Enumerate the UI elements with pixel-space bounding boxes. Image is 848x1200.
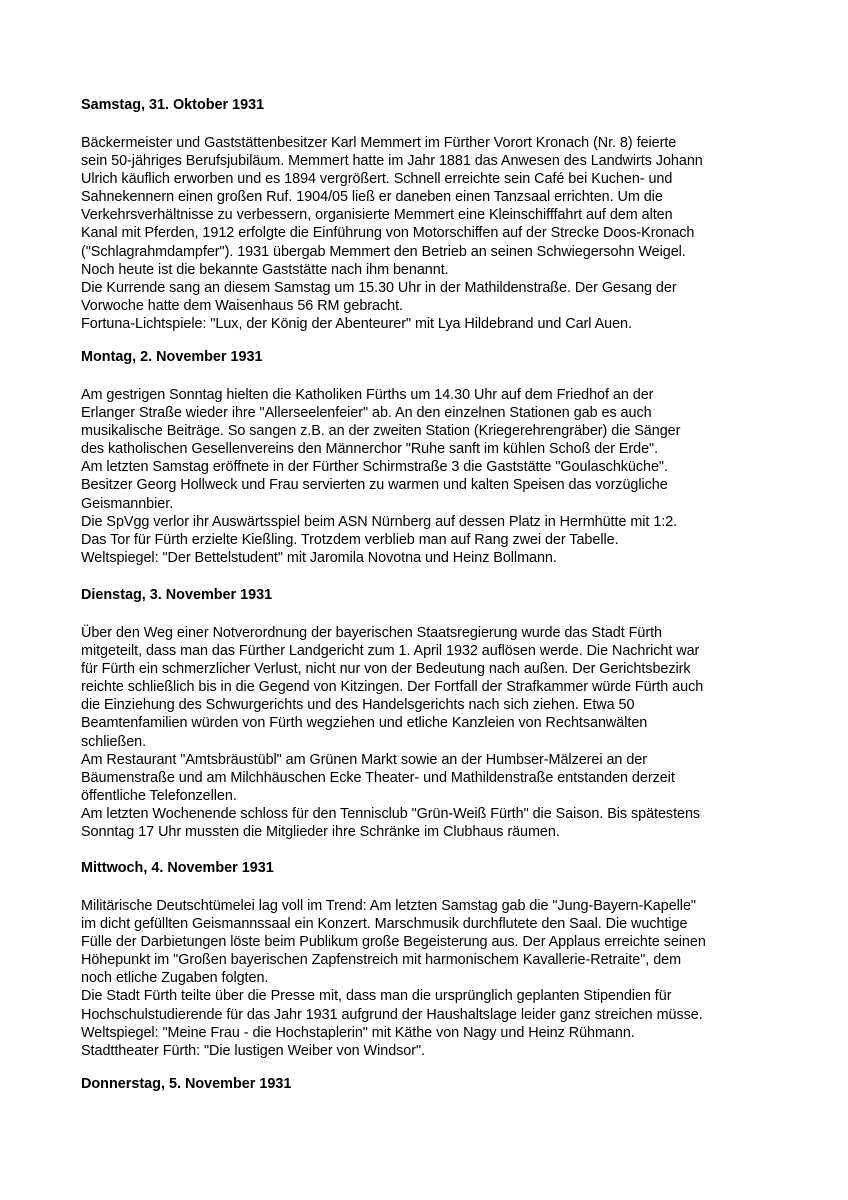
text-line: die Einziehung des Schwurgerichts und des Handelsgerichts nach sich ziehen. Etwa 50 xyxy=(81,697,635,714)
text-line: Höhepunkt im "Großen bayerischen Zapfenstreich mit harmonischem Kavallerie-Retraite", dem xyxy=(81,952,682,969)
text-line: Die Stadt Fürth teilte über die Presse mit, dass man die ursprünglich geplanten Stipendien für xyxy=(81,988,672,1005)
text-line: noch etliche Zugaben folgten. xyxy=(81,970,269,987)
text-line: Noch heute ist die bekannte Gaststätte nach ihm benannt. xyxy=(81,261,449,278)
text-line: Fülle der Darbietungen löste beim Publikum große Begeisterung aus. Der Applaus erreichte seinen xyxy=(81,934,706,951)
entry-body xyxy=(81,624,781,841)
text-line: Die Kurrende sang an diesem Samstag um 15.30 Uhr in der Mathildenstraße. Der Gesang der xyxy=(81,279,677,296)
text-line: Besitzer Georg Hollweck und Frau servierten zu warmen und kalten Speisen das vorzügliche xyxy=(81,477,668,494)
text-line: Kanal mit Pferden, 1912 erfolgte die Einführung von Motorschiffen auf der Strecke Doos-Kronach xyxy=(81,225,695,242)
text-line: Fortuna-Lichtspiele: "Lux, der König der Abenteurer" mit Lya Hildebrand und Carl Auen. xyxy=(81,315,632,332)
text-line: Geismannbier. xyxy=(81,495,174,512)
entry-heading: Mittwoch, 4. November 1931 xyxy=(81,860,274,876)
text-line: Stadttheater Fürth: "Die lustigen Weiber von Windsor". xyxy=(81,1042,425,1059)
text-line: Sonntag 17 Uhr mussten die Mitglieder ihre Schränke im Clubhaus räumen. xyxy=(81,824,560,841)
text-line: Verkehrsverhältnisse zu verbessern, organisierte Memmert eine Kleinschifffahrt auf dem alten xyxy=(81,207,673,224)
entry-body xyxy=(81,897,781,1060)
text-line: schließen. xyxy=(81,733,147,750)
text-line: Sahnekennern einen großen Ruf. 1904/05 ließ er daneben einen Tanzsaal errichten. Um die xyxy=(81,189,663,206)
text-line: Am gestrigen Sonntag hielten die Katholiken Fürths um 14.30 Uhr auf dem Friedhof an der xyxy=(81,387,654,403)
text-line: Ulrich käuflich erworben und es 1894 vergrößert. Schnell erreichte sein Café bei Kuchen- und xyxy=(81,171,673,188)
text-line: Hochschulstudierende für das Jahr 1931 aufgrund der Haushaltslage leider ganz streichen müsse. xyxy=(81,1006,703,1023)
text-line: öffentliche Telefonzellen. xyxy=(81,787,237,804)
entry-heading: Samstag, 31. Oktober 1931 xyxy=(81,97,265,113)
text-line: Am letzten Wochenende schloss für den Tennisclub "Grün-Weiß Fürth" die Saison. Bis spätestens xyxy=(81,805,701,822)
text-line: Über den Weg einer Notverordnung der bayerischen Staatsregierung wurde das Stadt Fürth xyxy=(81,625,662,641)
text-line: reichte schließlich bis in die Gegend von Kitzingen. Der Fortfall der Strafkammer würde Fürth auch xyxy=(81,679,704,696)
text-line: Am Restaurant "Amtsbräustübl" am Grünen Markt sowie an der Humbser-Mälzerei an der xyxy=(81,751,647,768)
entry-heading: Dienstag, 3. November 1931 xyxy=(81,587,273,603)
entry-heading: Donnerstag, 5. November 1931 xyxy=(81,1076,292,1092)
text-line: Am letzten Samstag eröffnete in der Fürther Schirmstraße 3 die Gaststätte "Goulaschküche". xyxy=(81,459,668,476)
entry-body xyxy=(81,386,781,567)
text-line: Beamtenfamilien würden von Fürth wegziehen und etliche Kanzleien von Rechtsanwälten xyxy=(81,715,648,732)
text-line: im dicht gefüllten Geismannssaal ein Konzert. Marschmusik durchflutete den Saal. Die wuchtige xyxy=(81,916,688,933)
text-line: des katholischen Gesellenvereins den Männerchor "Ruhe sanft im kühlen Schoß der Erde". xyxy=(81,441,659,458)
text-line: musikalische Beiträge. So sangen z.B. an der zweiten Station (Kriegerehrengräber) die Sänger xyxy=(81,423,681,440)
text-line: Bäckermeister und Gaststättenbesitzer Karl Memmert im Fürther Vorort Kronach (Nr. 8) feierte xyxy=(81,135,677,151)
text-line: Die SpVgg verlor ihr Auswärtsspiel beim ASN Nürnberg auf dessen Platz in Hermhütte mit 1:2. xyxy=(81,513,678,530)
text-line: Erlanger Straße wieder ihre "Allerseelenfeier" ab. An den einzelnen Stationen gab es auch xyxy=(81,405,652,422)
entry-body xyxy=(81,134,781,333)
text-line: Vorwoche hatte dem Waisenhaus 56 RM gebracht. xyxy=(81,297,403,314)
entry-heading: Montag, 2. November 1931 xyxy=(81,349,263,365)
text-line: Weltspiegel: "Meine Frau - die Hochstaplerin" mit Käthe von Nagy und Heinz Rühmann. xyxy=(81,1024,635,1041)
text-line: sein 50-jähriges Berufsjubiläum. Memmert hatte im Jahr 1881 das Anwesen des Landwirts Johann xyxy=(81,153,703,170)
text-line: mitgeteilt, dass man das Fürther Landgericht zum 1. April 1932 auflösen werde. Die Nachricht war xyxy=(81,643,700,660)
text-line: Bäumenstraße und am Milchhäuschen Ecke Theater- und Mathildenstraße entstanden derzeit xyxy=(81,769,675,786)
text-line: für Fürth ein schmerzlicher Verlust, nicht nur von der Bedeutung nach außen. Der Gerichtsbezirk xyxy=(81,661,691,678)
text-line: Militärische Deutschtümelei lag voll im Trend: Am letzten Samstag gab die "Jung-Bayern-Kapelle" xyxy=(81,898,696,914)
text-line: Weltspiegel: "Der Bettelstudent" mit Jaromila Novotna und Heinz Bollmann. xyxy=(81,549,557,566)
text-line: ("Schlagrahmdampfer"). 1931 übergab Memmert den Betrieb an seinen Schwiegersohn Weigel. xyxy=(81,243,686,260)
text-line: Das Tor für Fürth erzielte Kießling. Trotzdem verblieb man auf Rang zwei der Tabelle. xyxy=(81,531,619,548)
